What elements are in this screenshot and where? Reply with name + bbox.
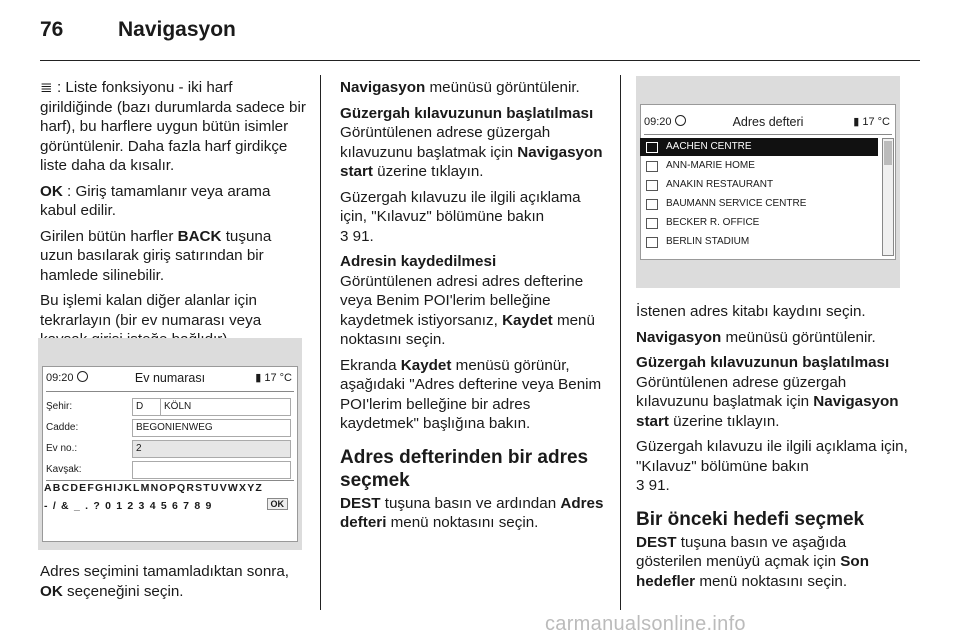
address-entry-icon bbox=[646, 237, 658, 248]
save-menu-text: Ekranda Kaydet menüsü görünür, aşağıdaki "Adres defterine veya Benim POI'lerim belleğine bir adres kaydetmek" başlığına bakın. bbox=[340, 356, 602, 432]
list-icon: ≣ bbox=[40, 79, 53, 96]
subheading-save-address: Adresin kaydedilmesi bbox=[340, 253, 497, 270]
address-entry-icon bbox=[646, 199, 658, 210]
ok-text: OK : Giriş tamamlanır veya arama kabul edilir. bbox=[40, 182, 271, 219]
save-address-text: Görüntülenen adresi adres defterine veya Benim POI'lerim belleğine kaydetmek istiyorsanız, Kaydet menü noktasını seçin. bbox=[340, 272, 595, 348]
city-row[interactable]: Şehir: D KÖLN bbox=[42, 398, 296, 416]
address-book-text: DEST tuşuna basın ve ardından Adres defteri menü noktasını seçin. bbox=[340, 494, 604, 531]
heading-address-book: Adres defterinden bir adres seçmek bbox=[340, 446, 589, 491]
select-entry-text: İstenen adres kitabı kaydını seçin. bbox=[636, 303, 866, 320]
address-entry-icon bbox=[646, 180, 658, 191]
ok-key[interactable]: OK bbox=[267, 498, 289, 510]
list-function-text: ≣ : Liste fonksiyonu - iki harf girildiğinde (bazı durumlarda sadece bir harf), bu harflere uygun bütün isimler görüntülenir. Daha fazla harf girdikçe liste daha da kısalır. bbox=[40, 79, 306, 174]
list-item[interactable]: BECKER R. OFFICE bbox=[640, 214, 878, 232]
list-item[interactable]: AACHEN CENTRE bbox=[640, 138, 878, 156]
watermark: carmanualsonline.info bbox=[545, 613, 746, 635]
guidance-ref-text: Güzergah kılavuzu ile ilgili açıklama için, "Kılavuz" bölümüne bakın 3 91. bbox=[340, 188, 581, 245]
phone-icon: ▮ bbox=[255, 372, 262, 384]
address-entry-icon bbox=[646, 161, 658, 172]
page-header bbox=[40, 18, 236, 42]
page-number: 76 bbox=[40, 18, 64, 41]
list-item[interactable]: BAUMANN SERVICE CENTRE bbox=[640, 195, 878, 213]
nav-menu-text: Navigasyon meünüsü görüntülenir. bbox=[636, 328, 876, 346]
column-1 bbox=[40, 78, 308, 356]
address-entry-icon bbox=[646, 142, 658, 153]
start-guidance-text: Görüntülenen adrese güzergah kılavuzunu başlatmak için Navigasyon start üzerine tıklayın. bbox=[340, 124, 603, 180]
subheading-start-guidance: Güzergah kılavuzunun başlatılması bbox=[340, 104, 594, 122]
guidance-ref-text: Güzergah kılavuzu ile ilgili açıklama için, "Kılavuz" bölümüne bakın 3 91. bbox=[636, 438, 908, 494]
keyboard-letters[interactable]: ABCDEFGHIJKLMNOPQRSTUVWXYZ bbox=[44, 482, 264, 494]
list-item[interactable]: ANAKIN RESTAURANT bbox=[640, 176, 878, 194]
phone-icon: ▮ bbox=[853, 116, 860, 128]
confirm-text: Adres seçimini tamamladıktan sonra, OK seçeneğini seçin. bbox=[40, 563, 290, 600]
start-guidance-text: Görüntülenen adrese güzergah kılavuzunu başlatmak için Navigasyon start üzerine tıklayın. bbox=[636, 373, 899, 430]
list-item[interactable]: BERLIN STADIUM bbox=[640, 233, 878, 251]
screen-house-number bbox=[38, 338, 302, 550]
keyboard-numbers[interactable]: - / & _ . ? 0 1 2 3 4 5 6 7 8 9 bbox=[44, 500, 213, 512]
screen2-title: Adres defteri bbox=[732, 115, 804, 129]
back-text: Girilen bütün harfler BACK tuşuna uzun basılarak giriş satırından bir hamlede silinebilir. bbox=[40, 227, 272, 284]
list-scrollbar[interactable] bbox=[882, 138, 894, 256]
screen-address-book bbox=[636, 76, 900, 288]
heading-previous-destination: Bir önceki hedefi seçmek bbox=[636, 508, 865, 530]
column-2 bbox=[340, 78, 608, 539]
nav-menu-text: Navigasyon meünüsü görüntülenir. bbox=[340, 79, 580, 96]
column-divider-2 bbox=[620, 75, 621, 610]
house-number-row[interactable]: Ev no.: 2 bbox=[42, 440, 296, 458]
repeat-text: Bu işlemi kalan diğer alanlar için tekrarlayın (bir ev numarası veya bbox=[40, 292, 262, 329]
screen1-topbar: 09:20 Ev numarası ▮ 17 °C bbox=[40, 366, 300, 390]
section-title: Navigasyon bbox=[118, 18, 236, 41]
column-1-bottom bbox=[40, 562, 308, 607]
column-divider-1 bbox=[320, 75, 321, 610]
previous-destination-text: DEST tuşuna basın ve aşağıda gösterilen menüyü açmak için Son hedefler menü noktasını seçin. bbox=[636, 533, 869, 590]
header-rule bbox=[40, 60, 920, 61]
junction-row[interactable]: Kavşak: bbox=[42, 461, 296, 479]
list-item[interactable]: ANN-MARIE HOME bbox=[640, 157, 878, 175]
column-3 bbox=[636, 302, 916, 597]
screen2-topbar: 09:20 Adres defteri ▮ 17 °C bbox=[638, 110, 898, 134]
address-entry-icon bbox=[646, 218, 658, 229]
screen1-title: Ev numarası bbox=[134, 371, 206, 385]
street-row[interactable]: Cadde: BEGONIENWEG bbox=[42, 419, 296, 437]
subheading-start-guidance: Güzergah kılavuzunun başlatılması bbox=[636, 354, 890, 371]
